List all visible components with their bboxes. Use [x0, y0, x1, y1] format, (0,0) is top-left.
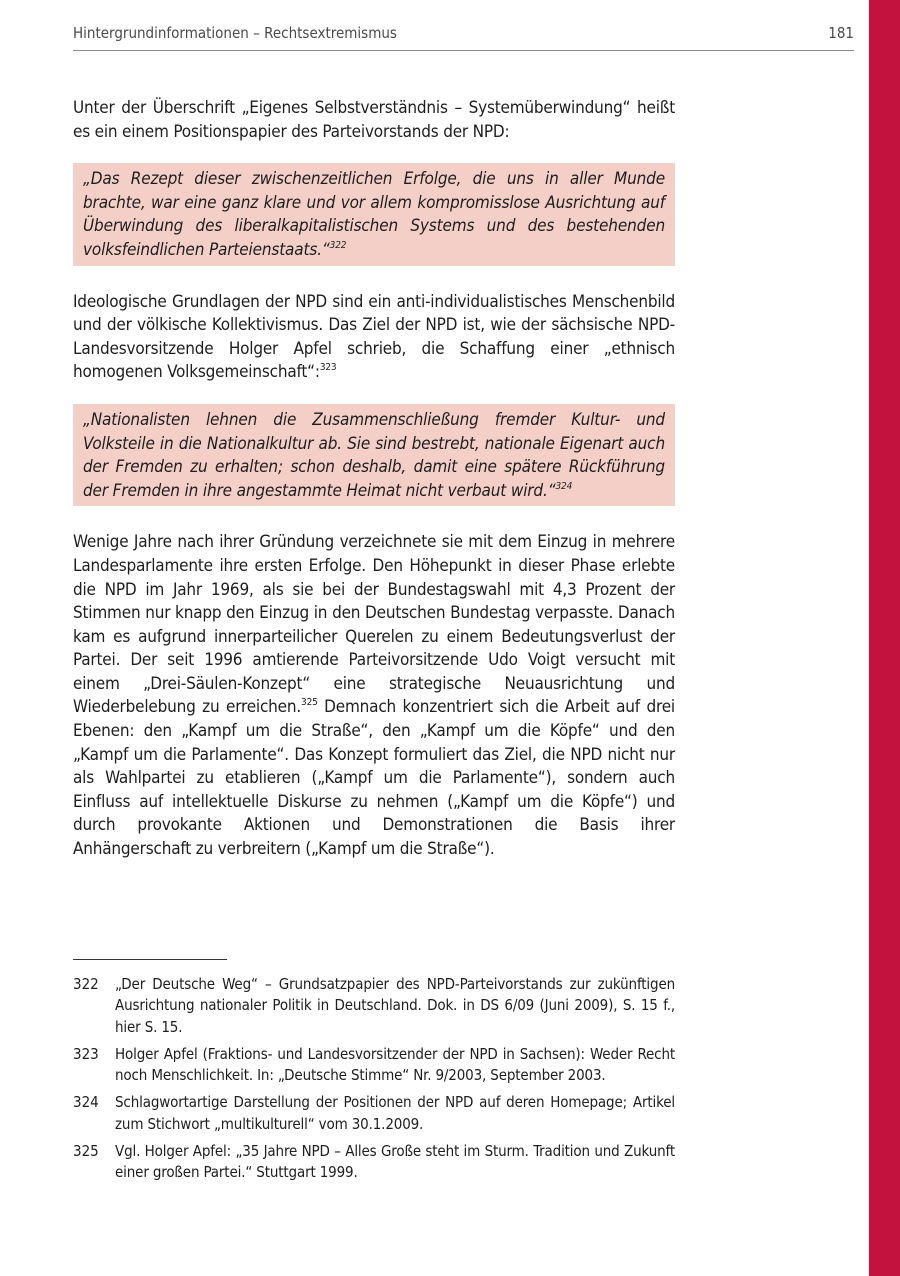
footnote-ref-322[interactable]: 322 [329, 239, 347, 251]
main-text [73, 97, 675, 862]
footnote-number: 322 [73, 975, 99, 993]
footnote-ref-323[interactable]: 323 [319, 362, 337, 374]
header-title: Hintergrundinformationen – Rechtsextremismus [73, 24, 397, 42]
paragraph-2 [73, 291, 675, 385]
paragraph-3-part-2: Demnach konzentriert sich die Arbeit auf drei Ebenen: den „Kampf um die Straße“, den „Kampf um die Köpfe“ und den „Kampf um die Parlamente“. Das Konzept formuliert das Ziel, die NPD nicht nur als Wahlpartei zu etablieren („Kampf um die Parlamente“), sondern auch Einfluss auf intellektuelle Diskurse zu nehmen („Kampf um die Köpfe“) und durch provokante Aktionen und Demonstrationen die Basis ihrer Anhängerschaft zu verbreitern („Kampf um die Straße“). [73, 697, 675, 860]
quote-1 [83, 168, 665, 262]
footnote-325 [73, 1141, 675, 1184]
quote-2-text: „Nationalisten lehnen die Zusammenschließung fremder Kultur- und Volksteile in die Nationalkultur ab. Sie sind bestrebt, nationale Eigenart auch der Fremden zu erhalten; schon deshalb, damit eine spätere Rückführung der Fremden in ihre angestammte Heimat nicht verbaut wird.“ [83, 409, 665, 501]
footnote-text: Schlagwortartige Darstellung der Positionen der NPD auf deren Homepage; Artikel zum Stichwort „multikulturell“ vom 30.1.2009. [115, 1093, 675, 1133]
footnote-text: Holger Apfel (Fraktions- und Landesvorsitzender der NPD in Sachsen): Weder Recht noch Menschlichkeit. In: „Deutsche Stimme“ Nr. 9/2003, September 2003. [115, 1044, 675, 1085]
red-side-bar [869, 0, 900, 1276]
footnote-323 [73, 1044, 675, 1087]
footnote-ref-324[interactable]: 324 [555, 480, 573, 492]
footnote-text: „Der Deutsche Weg“ – Grundsatzpapier des NPD-Parteivorstands zur zukünftigen Ausrichtung nationaler Politik in Deutschland. Dok. in DS 6/09 (Juni 2009), S. 15 f., hier S. 15. [115, 975, 675, 1036]
quote-box-1 [73, 163, 675, 265]
footnote-separator [73, 959, 227, 960]
quote-2 [83, 409, 665, 503]
footnotes [73, 974, 675, 1190]
footnote-number: 323 [73, 1044, 99, 1063]
footnote-number: 325 [73, 1142, 99, 1161]
quote-1-text: „Das Rezept dieser zwischenzeitlichen Erfolge, die uns in aller Munde brachte, war eine ganz klare und vor allem kompromisslose Ausrichtung auf Überwindung des liberalkapitalistischen Systems und des bestehenden volksfeindlichen Parteienstaats.“ [83, 169, 665, 260]
paragraph-3-part-1: Wenige Jahre nach ihrer Gründung verzeichnete sie mit dem Einzug in mehrere Landesparlamente ihre ersten Erfolge. Den Höhepunkt in dieser Phase erlebte die NPD im Jahr 1969, als sie bei der Bundestagswahl mit 4,3 Prozent der Stimmen nur knapp den Einzug in den Deutschen Bundestag verpasste. Danach kam es aufgrund innerparteilicher Querelen zu einem Bedeutungsverlust der Partei. Der seit 1996 amtierende Parteivorsitzende Udo Voigt versucht mit einem „Drei-Säulen-Konzept“ eine strategische Neuausrichtung und Wiederbelebung zu erreichen. [73, 532, 675, 718]
footnote-number: 324 [73, 1093, 99, 1112]
page-number: 181 [828, 24, 854, 42]
footnote-ref-325[interactable]: 325 [301, 697, 318, 709]
footnote-324 [73, 1092, 675, 1135]
footnote-322 [73, 974, 675, 1038]
intro-paragraph: Unter der Überschrift „Eigenes Selbstverständnis – Systemüberwindung“ heißt es ein einem Positionspapier des Parteivorstands der NPD: [73, 98, 675, 142]
running-header [73, 24, 854, 51]
footnote-text: Vgl. Holger Apfel: „35 Jahre NPD – Alles Große steht im Sturm. Tradition und Zukunft einer großen Partei.“ Stuttgart 1999. [115, 1142, 675, 1182]
paragraph-3 [73, 531, 675, 861]
paragraph-2-text: Ideologische Grundlagen der NPD sind ein anti-individualistisches Menschenbild und der völkische Kollektivismus. Das Ziel der NPD ist, wie der sächsische NPD-Landesvorsitzende Holger Apfel schrieb, die Schaffung einer „ethnisch homogenen Volksgemeinschaft“: [73, 291, 675, 383]
quote-box-2 [73, 404, 675, 506]
